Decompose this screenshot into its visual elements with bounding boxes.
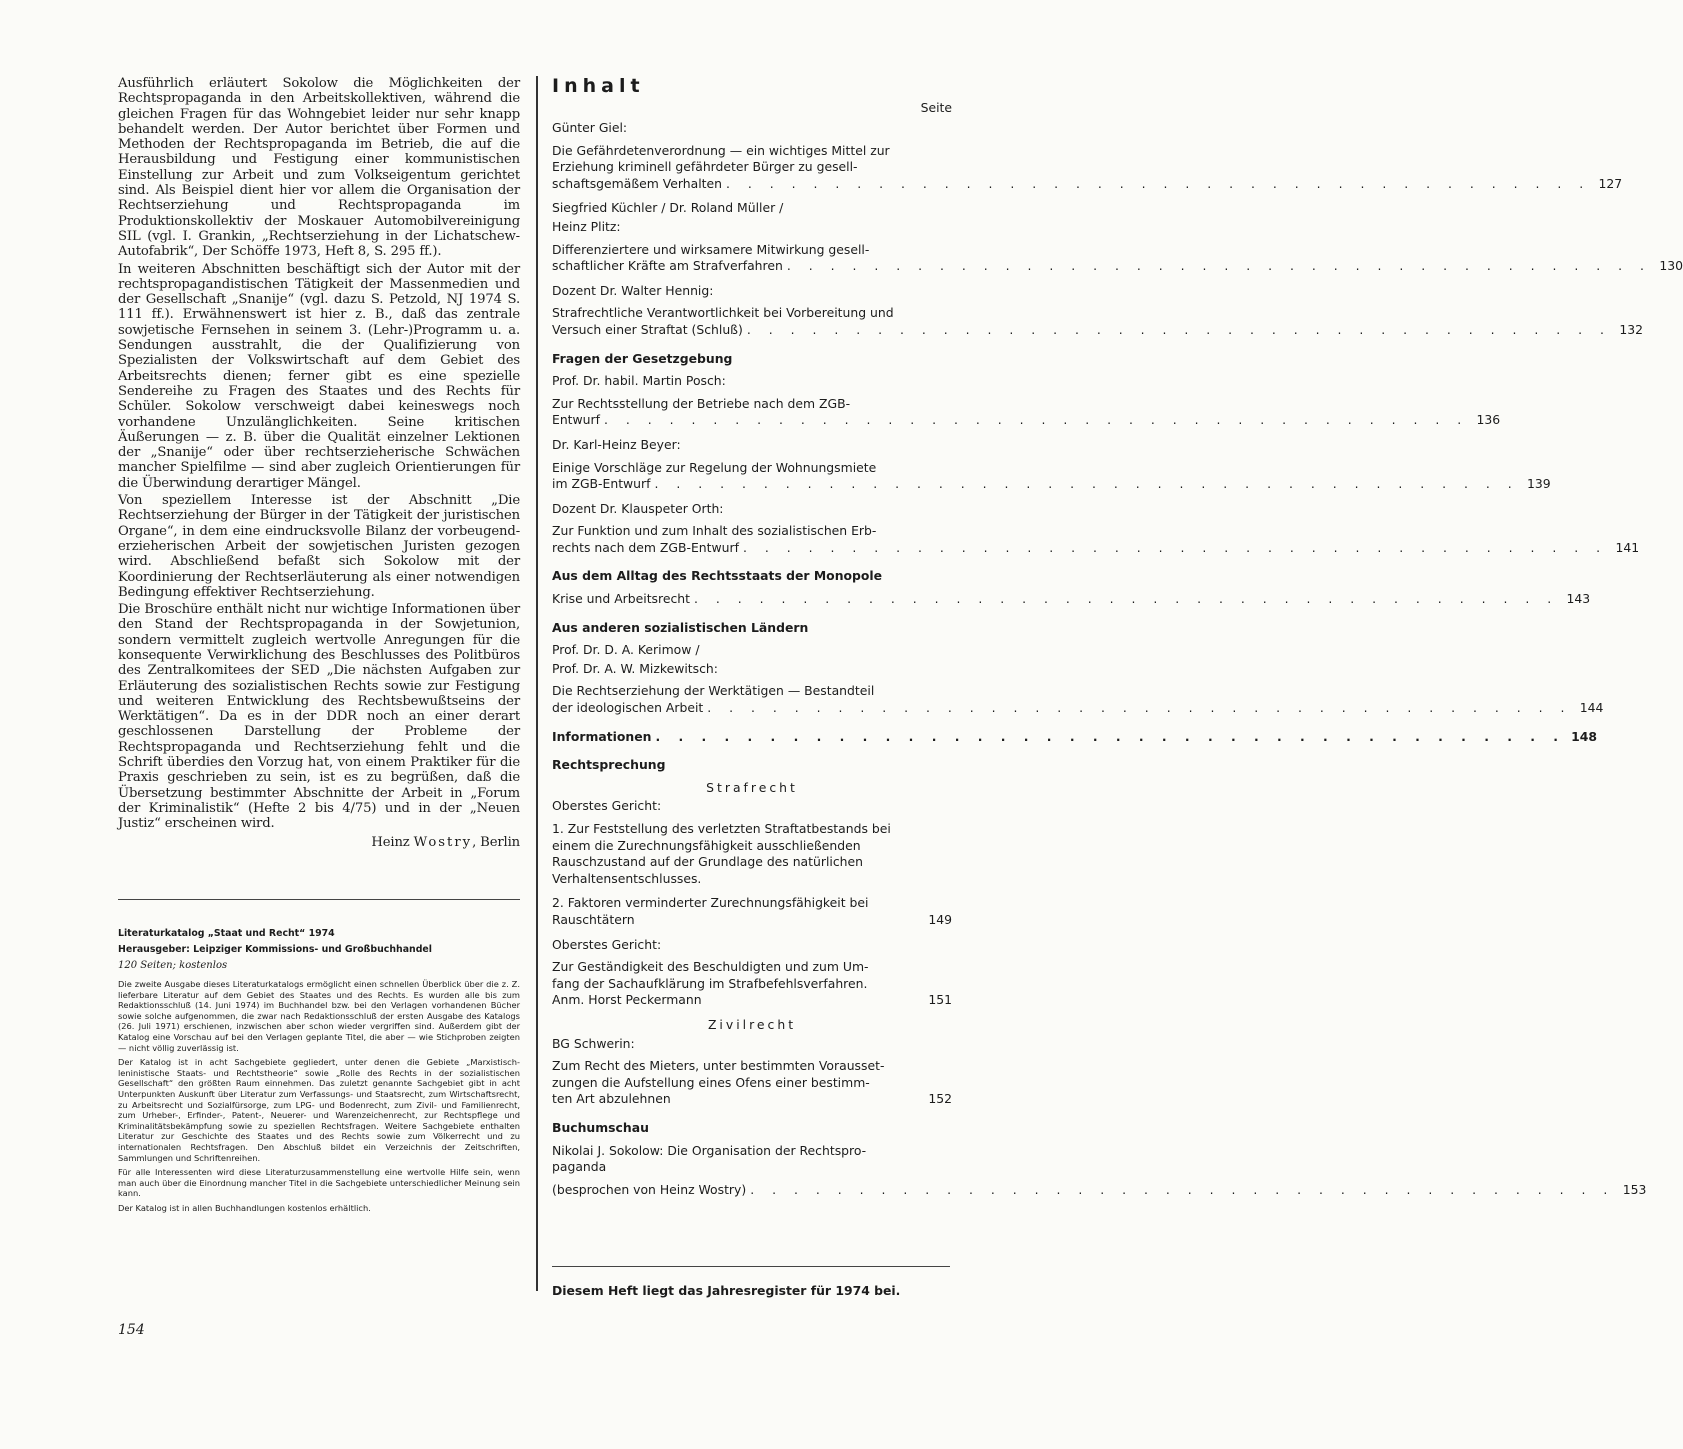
toc-subsection-heading: Zivilrecht: [707, 1016, 797, 1032]
toc-author: Dozent Dr. Walter Hennig:: [552, 282, 714, 298]
review-article: [118, 76, 520, 850]
toc-leader-dots: . . . . . . . . . . . . . . . . . . . . . . . . . . . . . . . . . . . . . . . .: [746, 321, 1611, 337]
toc-entry[interactable]: [552, 395, 1501, 429]
toc-entry-line: Die Rechtserziehung der Werktätigen — Bestandteil: [552, 683, 875, 699]
toc-section-heading: Rechtsprechung: [552, 757, 666, 773]
toc-leader-dots: . . . . . . . . . . . . . . . . . . . . . . . . . . . . . . . . . . . . . . . .: [742, 539, 1608, 555]
column-divider: [536, 76, 538, 1291]
toc-entry-line: zungen die Aufstellung eines Ofens einer bestimm-: [552, 1074, 870, 1090]
literature-notice: [118, 926, 520, 1217]
toc-court: Oberstes Gericht:: [552, 798, 662, 814]
signature-first-name: Heinz: [371, 834, 410, 850]
toc-entry[interactable]: [552, 459, 1551, 493]
toc-entry-line: Zur Rechtsstellung der Betriebe nach dem ZGB-: [552, 395, 851, 411]
toc-leader-dots: . . . . . . . . . . . . . . . . . . . . . . . . . . . . . . . . . . . . . . . .: [707, 700, 1572, 716]
toc-subsection-heading: Strafrecht: [706, 779, 798, 795]
toc-entry-line: Einige Vorschläge zur Regelung der Wohnungsmiete: [552, 459, 877, 475]
toc-section-heading: Informationen: [552, 728, 652, 744]
toc-entry-line: Zur Geständigkeit des Beschuldigten und zum Um-: [552, 959, 869, 975]
toc-court: BG Schwerin:: [552, 1035, 635, 1051]
toc-leader-dots: . . . . . . . . . . . . . . . . . . . . . . . . . . . . . . . . . . . . . . . .: [750, 1181, 1615, 1197]
toc-entry-line: Nikolai J. Sokolow: Die Organisation der Rechtspro-: [552, 1142, 867, 1158]
toc-entry-line: Rauschtätern: [552, 911, 635, 927]
toc-author: Heinz Plitz:: [552, 218, 621, 234]
toc-author: Dr. Karl-Heinz Beyer:: [552, 436, 681, 452]
table-of-contents: [552, 75, 1683, 1206]
toc-leader-dots: . . . . . . . . . . . . . . . . . . . . . . . . . . . . . . . . . . . . . . . .: [786, 258, 1651, 274]
toc-entry-line: paganda: [552, 1159, 607, 1175]
toc-entry[interactable]: [552, 821, 952, 887]
toc-entry-line: Die Gefährdetenverordnung — ein wichtiges Mittel zur: [552, 142, 890, 158]
toc-section-heading: Fragen der Gesetzgebung: [552, 350, 733, 366]
footer-note: Diesem Heft liegt das Jahresregister für 1974 bei.: [552, 1283, 901, 1298]
toc-entry-line: schaftlicher Kräfte am Strafverfahren: [552, 258, 783, 274]
toc-page-number: 130: [1659, 258, 1683, 274]
toc-entry[interactable]: [552, 1142, 1647, 1199]
review-paragraph: In weiteren Abschnitten beschäftigt sich der Autor mit der rechtspropagandistischen Tätigkeit der Massenmedien und der Gesellschaft „Snanije“ (vgl. dazu S. Petzold, NJ 1974 S. 111 ff.). Erwähnenswert ist hier z. B., daß das zentrale sowjetische Fernsehen in seinem 3. (Lehr-)Programm u. a. Sendungen ausstrahlt, die der Qualifizierung von Spezialisten der Volkswirtschaft auf dem Gebiet des Arbeitsrechts dienen; ferner gibt es eine spezielle Sendereihe zu Fragen des Staates und des Rechts für Schüler. Sokolow verschweigt dabei keineswegs noch vorhandene Unzulänglichkeiten. Seine kritischen Äußerungen — z. B. über die Qualität einzelner Lektionen der „Snanije“ oder über rechtserzieherische Schwächen mancher Spielfilme — sind aber zugleich Orientierungen für die Überwindung derartiger Mängel.: [118, 261, 520, 491]
literature-paragraph: Der Katalog ist in allen Buchhandlungen kostenlos erhältlich.: [118, 1202, 371, 1213]
toc-entry-line: rechts nach dem ZGB-Entwurf: [552, 539, 739, 555]
toc-entry-line: Krise und Arbeitsrecht: [552, 591, 690, 607]
toc-entry-line: im ZGB-Entwurf: [552, 476, 651, 492]
toc-page-header: Seite: [920, 100, 952, 115]
toc-section-heading: Aus anderen sozialistischen Ländern: [552, 619, 809, 635]
toc-page-number: 148: [1571, 728, 1597, 744]
review-paragraph: Von speziellem Interesse ist der Abschnitt „Die Rechtserziehung der Bürger in der Tätigkeit der juristischen Organe“, in dem eine eindrucksvolle Bilanz der vorbeugend-erzieherischen Arbeit der sowjetischen Juristen gezogen wird. Abschließend befaßt sich Sokolow mit der Koordinierung der Rechtserläuterung als einer notwendigen Bedingung effektiver Rechtserziehung.: [118, 493, 520, 600]
literature-paragraph: Der Katalog ist in acht Sachgebiete gegliedert, unter denen die Gebiete „Marxistisch-leninistische Staats- und Rechtstheorie“ sowie „Rolle des Rechts in der sozialistischen Gesellschaft“ den größten Raum einnehmen. Das zuletzt genannte Sachgebiet gibt in acht Unterpunkten Auskunft über Literatur zum Verfassungs- und Staatsrecht, zum Wirtschaftsrecht, zu Arbeitsrecht und Sozialfürsorge, zum LPG- und Bodenrecht, zum Zivil- und Familienrecht, zum Urheber-, Erfinder-, Patent-, Neuerer- und Warenzeichenrecht, zur Rechtspflege und Kriminalitätsbekämpfung sowie zu speziellen Rechtsfragen. Weitere Sachgebiete enthalten Literatur zur Geschichte des Staates und des Rechts sowie zum Völkerrecht und zu internationalen Rechtsfragen. Den Abschluß bildet ein Verzeichnis der Zeitschriften, Sammlungen und Schriftenreihen.: [118, 1057, 520, 1163]
toc-entry-line: (besprochen von Heinz Wostry): [552, 1181, 747, 1197]
toc-entry-line: 1. Zur Feststellung des verletzten Straftatbestands bei: [552, 821, 891, 836]
toc-page-number: 153: [1622, 1181, 1647, 1197]
toc-entry[interactable]: [552, 1058, 952, 1108]
toc-page-number: 141: [1615, 539, 1640, 555]
toc-author: Prof. Dr. habil. Martin Posch:: [552, 373, 726, 389]
toc-page-number: 149: [928, 911, 952, 927]
toc-page-number: 143: [1566, 591, 1591, 607]
toc-leader-dots: . . . . . . . . . . . . . . . . . . . . . . . . . . . . . . . . . . . . . . . .: [726, 175, 1591, 191]
toc-entry-line: fang der Sachaufklärung im Strafbefehlsverfahren.: [552, 975, 868, 991]
toc-entry[interactable]: [552, 142, 1623, 193]
review-paragraph: Die Broschüre enthält nicht nur wichtige Informationen über den Stand der Rechtspropaganda in der Sowjetunion, sondern vermittelt zugleich wertvolle Anregungen für die konsequente Verwirklichung des Beschlusses des Politbüros des Zentralkomitees der SED „Die nächsten Aufgaben zur Erläuterung des sozialistischen Rechts sowie zur Festigung und weiteren Entwicklung des Rechtsbewußtseins der Werktätigen“. Da es in der DDR noch an einer derart geschlossenen Darstellung der Probleme der Rechtspropaganda und Rechtserziehung fehlt und die Schrift überdies den Vorzug hat, von einem Praktiker für die Praxis geschrieben zu sein, ist es zu begrüßen, daß die Übersetzung bestimmter Abschnitte der Arbeit in „Forum der Kriminalistik“ (Hefte 2 bis 4/75) und in der „Neuen Justiz“ erscheinen wird.: [118, 602, 520, 832]
toc-page-number: 139: [1527, 476, 1551, 492]
toc-author: Günter Giel:: [552, 120, 628, 135]
toc-entry-line: 2. Faktoren verminderter Zurechnungsfähigkeit bei: [552, 895, 869, 911]
toc-entry-line: Zum Recht des Mieters, unter bestimmten Vorausset-: [552, 1058, 885, 1074]
signature-city: , Berlin: [472, 834, 520, 850]
toc-section-heading: Aus dem Alltag des Rechtsstaats der Monopole: [552, 568, 883, 584]
review-signature: [118, 835, 520, 850]
toc-entry[interactable]: [552, 523, 1640, 556]
toc-author: Prof. Dr. A. W. Mizkewitsch:: [552, 660, 718, 676]
toc-entry-line: einem die Zurechnungsfähigkeit ausschließenden: [552, 837, 861, 853]
toc-page-number: 152: [928, 1091, 952, 1107]
toc-entry[interactable]: [552, 728, 1597, 746]
toc-page-number: 127: [1598, 175, 1623, 191]
toc-entry-line: der ideologischen Arbeit: [552, 700, 704, 716]
toc-entry-line: Versuch einer Straftat (Schluß): [552, 321, 743, 337]
toc-entry[interactable]: [552, 959, 952, 1009]
toc-entry-line: ten Art abzulehnen: [552, 1091, 671, 1107]
toc-entry-line: Verhaltensentschlusses.: [552, 870, 702, 886]
toc-leader-dots: . . . . . . . . . . . . . . . . . . . . . . . . . . . . . . . . . . . . . . . .: [654, 476, 1519, 492]
literature-publisher: Herausgeber: Leipziger Kommissions- und Großbuchhandel: [118, 944, 432, 955]
toc-page-number: 136: [1476, 412, 1501, 428]
toc-entry-line: Anm. Horst Peckermann: [552, 992, 702, 1008]
toc-entry[interactable]: [552, 305, 1643, 338]
literature-paragraph: Für alle Interessenten wird diese Literaturzusammenstellung eine wertvolle Hilfe sein, wenn man auch über die Einordnung mancher Titel in die Sachgebiete unterschiedlicher Meinung sein kann.: [118, 1167, 520, 1199]
signature-last-name: Wostry: [413, 834, 473, 850]
toc-entry-line: Rauschzustand auf der Grundlage des natürlichen: [552, 854, 863, 870]
toc-page-number: 151: [928, 992, 952, 1008]
toc-entry[interactable]: [552, 895, 952, 928]
toc-entry-line: schaftsgemäßem Verhalten: [552, 175, 722, 191]
literature-meta: 120 Seiten; kostenlos: [118, 960, 228, 971]
toc-page-number: 132: [1619, 321, 1643, 337]
toc-entry-line: Zur Funktion und zum Inhalt des sozialistischen Erb-: [552, 523, 877, 539]
toc-entry[interactable]: [552, 591, 1591, 608]
review-paragraph: Ausführlich erläutert Sokolow die Möglichkeiten der Rechtspropaganda in den Arbeitskollektiven, während die gleichen Fragen für das Wohngebiet leider nur sehr knapp behandelt werden. Der Autor berichtet über Formen und Methoden der Rechtspropaganda im Betrieb, die auf die Herausbildung und Festigung einer kommunistischen Einstellung zur Arbeit und zum Volkseigentum gerichtet sind. Als Beispiel dient hier vor allem die Organisation der Rechtserziehung und Rechtspropaganda im Produktionskollektiv der Moskauer Automobilvereinigung SIL (vgl. I. Grankin, „Rechtserziehung in der Lichatschew-Autofabrik“, Der Schöffe 1973, Heft 8, S. 295 ff.).: [118, 76, 520, 260]
toc-page-number: 144: [1579, 700, 1604, 716]
toc-author: Prof. Dr. D. A. Kerimow /: [552, 642, 700, 658]
toc-author: Dozent Dr. Klauspeter Orth:: [552, 500, 724, 516]
toc-entry-line: Strafrechtliche Verantwortlichkeit bei Vorbereitung und: [552, 305, 894, 321]
literature-title: Literaturkatalog „Staat und Recht“ 1974: [118, 928, 335, 939]
right-divider: [552, 1266, 950, 1267]
toc-leader-dots: . . . . . . . . . . . . . . . . . . . . . . . . . . . . . . . . . . . . . . . .: [603, 412, 1469, 428]
toc-leader-dots: . . . . . . . . . . . . . . . . . . . . . . . . . . . . . . . . . . . . . . . .: [693, 591, 1559, 607]
toc-court: Oberstes Gericht:: [552, 936, 662, 952]
toc-entry[interactable]: [552, 683, 1604, 716]
left-divider: [118, 899, 520, 900]
toc-section-heading: Buchumschau: [552, 1119, 649, 1135]
toc-author: Siegfried Küchler / Dr. Roland Müller /: [552, 200, 784, 216]
toc-entry[interactable]: [552, 241, 1683, 275]
toc-entry-line: Erziehung kriminell gefährdeter Bürger zu gesell-: [552, 159, 858, 175]
toc-entry-line: Differenziertere und wirksamere Mitwirkung gesell-: [552, 241, 870, 257]
toc-leader-dots: . . . . . . . . . . . . . . . . . . . . . . . . . . . . . . . . . . . . . . . .: [655, 728, 1565, 744]
toc-title: Inhalt: [552, 75, 645, 97]
toc-entry-line: Entwurf: [552, 412, 600, 428]
page-number: 154: [118, 1322, 145, 1338]
literature-paragraph: Die zweite Ausgabe dieses Literaturkatalogs ermöglicht einen schnellen Überblick über die z. Z. lieferbare Literatur auf dem Gebiet des Staates und des Rechts. Es wurden alle bis zum Redaktionsschluß (14. Juni 1974) im Buchhandel bzw. bei den Verlagen vorhandenen Bücher sowie solche aufgenommen, die zwar nach Redaktionsschluß der ersten Ausgabe des Katalogs (26. Juli 1971) erschienen, inzwischen aber schon wieder vergriffen sind. Außerdem gibt der Katalog eine Vorschau auf bei den Verlagen geplante Titel, die aber — wie Stichproben zeigten — nicht völlig zuverlässig ist.: [118, 979, 520, 1053]
